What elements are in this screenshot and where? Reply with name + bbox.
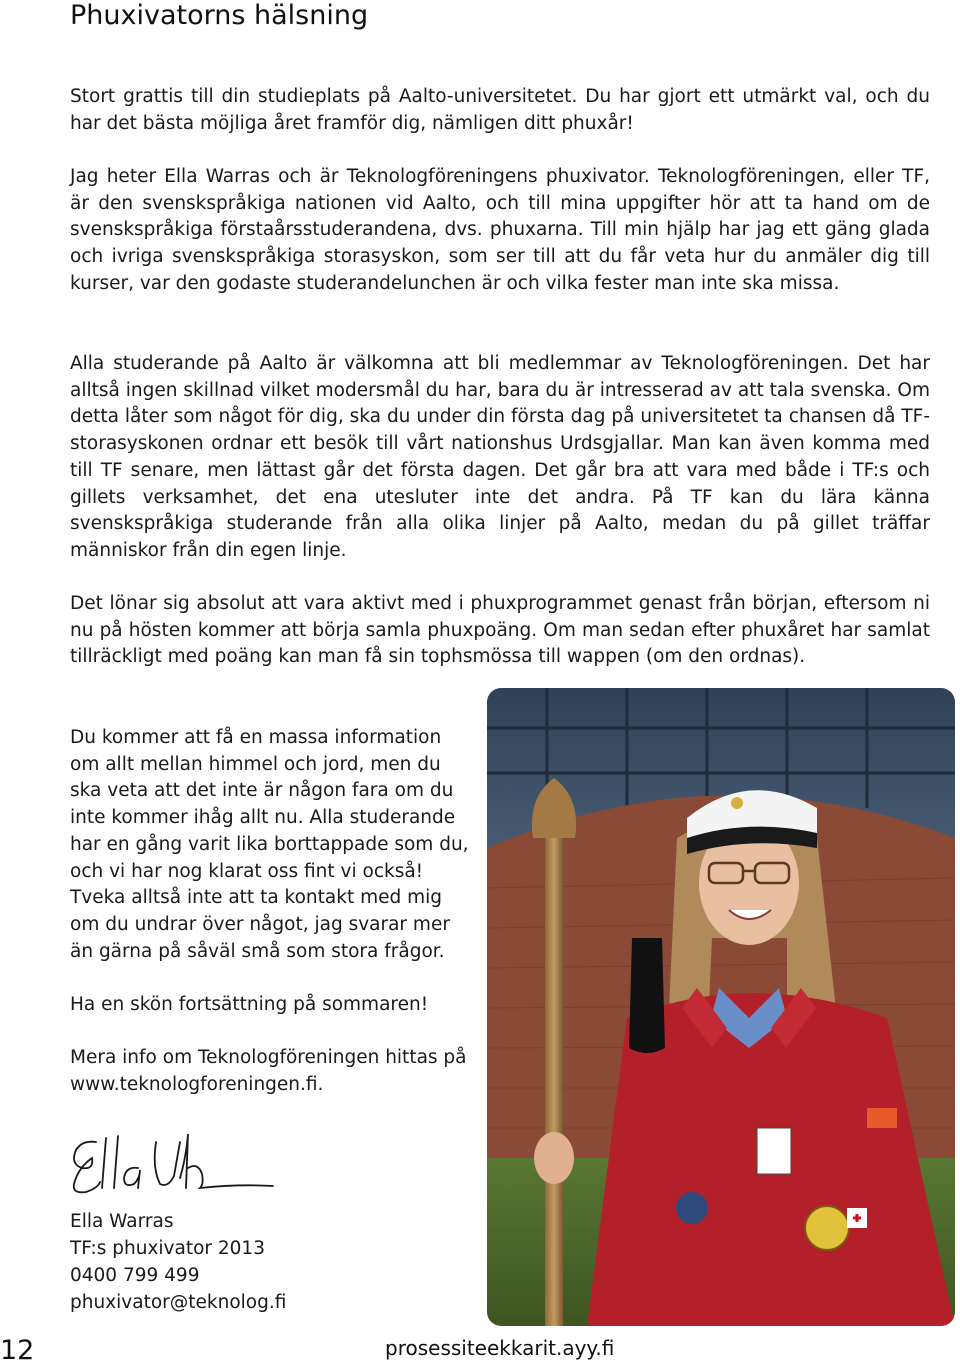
paragraph-phux-points: Det lönar sig absolut att vara aktivt med i phuxprogrammet genast från början, eftersom ni nu på hösten kommer att börja samla phuxpoäng. Om man sedan efter phuxåret har samlat tillräckligt med poäng kan man få sin tophsmössa till wappen (om den ordnas). <box>70 593 930 668</box>
paragraph-intro: Stort grattis till din studieplats på Aalto-universitetet. Du har gjort ett utmärkt val, och du har det bästa möjliga året framför dig, nämligen ditt phuxår! <box>70 86 930 134</box>
contact-phone: 0400 799 499 <box>70 1265 200 1286</box>
page-title: Phuxivatorns hälsning <box>70 0 369 31</box>
contact-role: TF:s phuxivator 2013 <box>70 1238 265 1259</box>
paragraph-membership: Alla studerande på Aalto är välkomna att bli medlemmar av Teknologföreningen. Det har alltså ingen skillnad vilket modersmål du har, bara du är intresserad av att tala svenska. Om detta låter som något för dig, ska du under din första dag på universitetet ta chansen då TF-storasyskonen ordnar ett besök till vårt nationshus Urdsgjallar. Man kan även komma med till TF senare, men lättast går det första dagen. Det går bra att vara med både i TF:s och gillets verksamhet, det ena utesluter inte det andra. På TF kan du lära känna svenskspråkiga studerande från alla olika linjer på Aalto, medan du på gillet träffar människor från din egen linje. <box>70 353 930 561</box>
page-number: 12 <box>0 1335 35 1366</box>
contact-email[interactable]: phuxivator@teknolog.fi <box>70 1292 287 1313</box>
footer-url[interactable]: prosessiteekkarit.ayy.fi <box>385 1336 615 1360</box>
contact-block <box>70 1208 286 1316</box>
paragraph-more-info: Mera info om Teknologföreningen hittas på www.teknologforeningen.fi. <box>70 1047 467 1095</box>
paragraph-information: Du kommer att få en massa information om allt mellan himmel och jord, men du ska veta att det inte är någon fara om du inte kommer ihåg allt nu. Alla studerande har en gång varit lika borttappade som du, och vi har nog klarat oss fint vi också! Tveka alltså inte att ta kontakt med mig om du undrar över något, jag svarar mer än gärna på såväl små som stora frågor. <box>70 727 469 962</box>
contact-name: Ella Warras <box>70 1211 174 1232</box>
paragraph-introduction-self: Jag heter Ella Warras och är Teknologföreningens phuxivator. Teknologföreningen, eller TF, är den svenskspråkiga nationen vid Aalto, och till mina uppgifter hör att ta hand om de svenskspråkiga förstaårsstuderandena, dvs. phuxarna. Till min hjälp har jag ett gäng glada och ivriga svenskspråkiga storasyskon, som ser till att du får veta hur du anmäler dig till kurser, var den godaste studerandelunchen är och vilka fester man inte ska missa. <box>70 166 930 294</box>
handwritten-signature <box>68 1128 278 1208</box>
paragraph-summer-wish: Ha en skön fortsättning på sommaren! <box>70 994 429 1015</box>
portrait-photo <box>487 688 955 1326</box>
